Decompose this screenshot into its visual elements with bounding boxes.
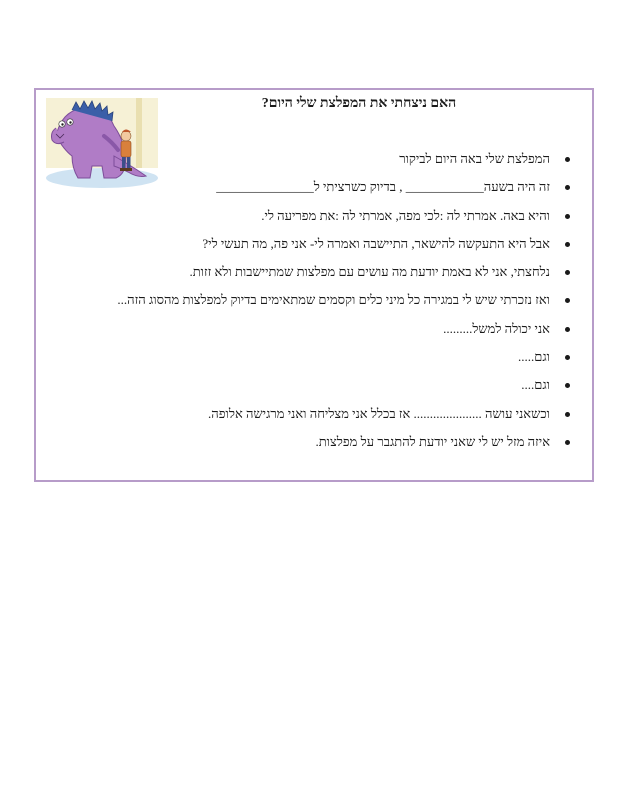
list-item: ואז נזכרתי שיש לי במגירה כל מיני כלים וקסמים שמתאימים בדיוק למפלצות מהסוג הזה... — [56, 293, 572, 321]
list-item: אבל היא התעקשה להישאר, התיישבה ואמרה לי- אני פה, מה תעשי לי? — [56, 237, 572, 265]
list-item: המפלצת שלי באה היום לביקור — [56, 152, 572, 180]
list-item: וגם..... — [56, 350, 572, 378]
list-item: זה היה בשעה____________ , בדיוק כשרציתי ל_______________ — [56, 180, 572, 208]
list-item: אני יכולה למשל......... — [56, 322, 572, 350]
worksheet-frame — [34, 88, 594, 482]
list-item: וגם.... — [56, 378, 572, 406]
bullet-list — [56, 152, 572, 463]
worksheet-title: האם ניצחתי את המפלצת שלי היום? — [261, 96, 457, 111]
list-item: נלחצתי, אני לא באמת יודעת מה עושים עם מפלצות שמתיישבות ולא זזות. — [56, 265, 572, 293]
list-item: והיא באה. אמרתי לה :לכי מפה, אמרתי לה :את מפריעה לי. — [56, 209, 572, 237]
list-item: איזה מזל יש לי שאני יודעת להתגבר על מפלצות. — [56, 435, 572, 463]
list-item: וכשאני עושה ..................... אז בכלל אני מצליחה ואני מרגישה אלופה. — [56, 407, 572, 435]
